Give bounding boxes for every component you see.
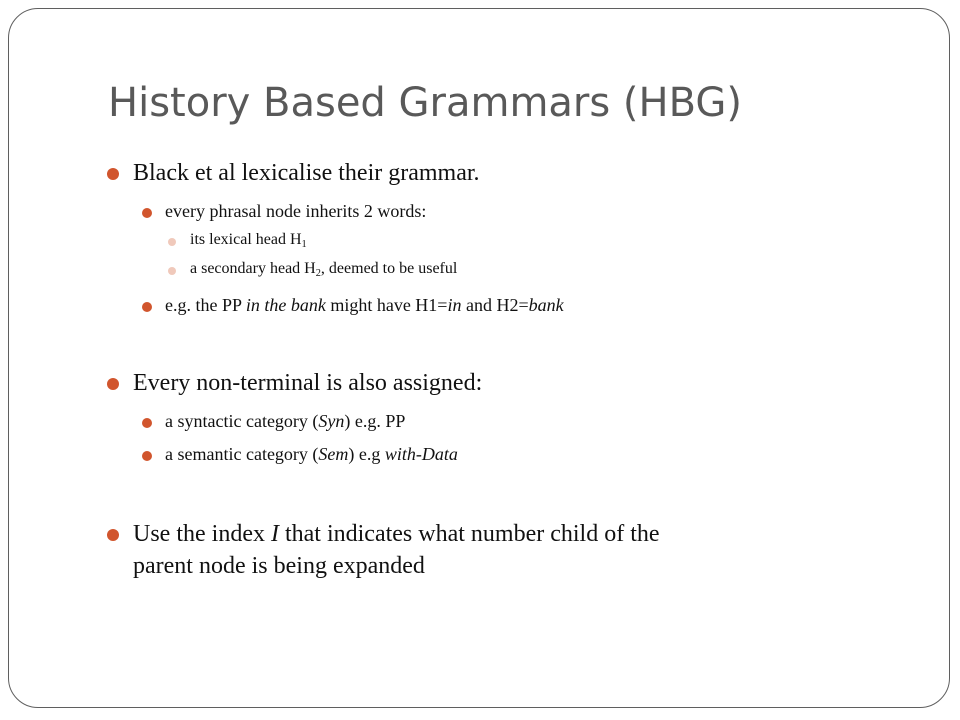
italic-text: Syn bbox=[318, 411, 345, 431]
bullet-phrasal-node: every phrasal node inherits 2 words: bbox=[165, 201, 427, 221]
bullet-syntactic-category bbox=[165, 411, 405, 432]
italic-text: bank bbox=[528, 295, 564, 315]
text-segment: and H2= bbox=[461, 295, 529, 315]
italic-text: Sem bbox=[318, 444, 349, 464]
text-segment: a semantic category ( bbox=[165, 444, 319, 464]
bullet-non-terminal: Every non-terminal is also assigned: bbox=[133, 370, 483, 396]
bullet-dot bbox=[168, 267, 176, 275]
italic-text: in bbox=[447, 295, 462, 315]
slide-title: History Based Grammars (HBG) bbox=[108, 80, 742, 126]
text-segment: might have H1= bbox=[325, 295, 448, 315]
bullet-dot bbox=[107, 168, 119, 180]
bullet-dot bbox=[142, 208, 152, 218]
bullet-dot bbox=[107, 529, 119, 541]
bullet-secondary-head bbox=[190, 260, 457, 278]
bullet-dot bbox=[142, 302, 152, 312]
text-segment: ) e.g bbox=[348, 444, 385, 464]
bullet-index bbox=[133, 521, 660, 548]
text-segment: that indicates what number child of the bbox=[278, 521, 660, 547]
text-segment: a secondary head H bbox=[190, 260, 316, 277]
text-segment: a syntactic category ( bbox=[165, 411, 319, 431]
bullet-semantic-category bbox=[165, 444, 458, 465]
text-segment: e.g. the PP bbox=[165, 295, 246, 315]
bullet-lexical-head bbox=[190, 231, 307, 249]
bullet-dot bbox=[142, 451, 152, 461]
subscript: 2 bbox=[315, 268, 321, 280]
bullet-pp-example bbox=[165, 295, 564, 316]
text-segment: its lexical head H bbox=[190, 231, 302, 248]
italic-text: in the bank bbox=[245, 295, 326, 315]
bullet-dot bbox=[142, 418, 152, 428]
text-segment: , deemed to be useful bbox=[320, 260, 458, 277]
bullet-lexicalise: Black et al lexicalise their grammar. bbox=[133, 160, 480, 186]
subscript: 1 bbox=[301, 239, 307, 251]
italic-text: with-Data bbox=[384, 444, 458, 464]
bullet-dot bbox=[168, 238, 176, 246]
bullet-index-continued: parent node is being expanded bbox=[133, 553, 425, 579]
italic-text: I bbox=[270, 521, 279, 547]
bullet-dot bbox=[107, 378, 119, 390]
text-segment: Use the index bbox=[133, 521, 271, 547]
text-segment: ) e.g. PP bbox=[344, 411, 406, 431]
